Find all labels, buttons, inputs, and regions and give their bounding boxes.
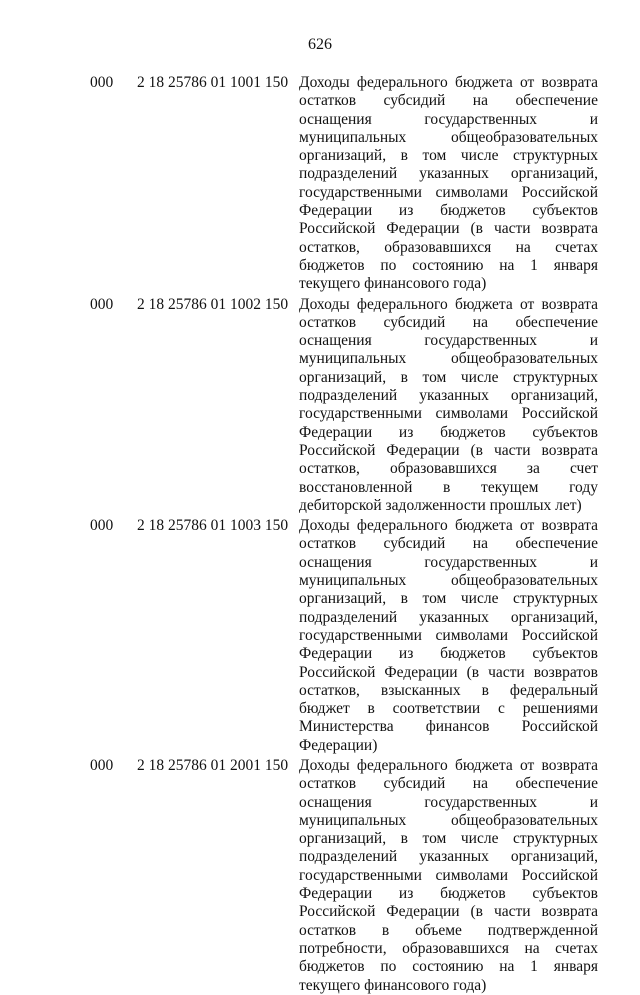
revenue-description: Доходы федерального бюджета от возврата остатков субсидий на обеспечение оснащения государственных и муниципальных общеобразовательных организаций, в том числе структурных подразделений указанных организаций, государственными символами Российской Федерации из бюджетов субъектов Российской Федерации (в части возвратов остатков, взысканных в федеральный бюджет в соответствии с решениями Министерства финансов Российской Федерации) [299,517,598,754]
revenue-description: Доходы федерального бюджета от возврата остатков субсидий на обеспечение оснащения государственных и муниципальных общеобразовательных организаций, в том числе структурных подразделений указанных организаций, государственными символами Российской Федерации из бюджетов субъектов Российской Федерации (в части возврата остатков, образовавшихся за счет восстановленной в текущем году дебиторской задолженности прошлых лет) [299,295,598,514]
administrator-code: 000 [90,517,114,535]
budget-classification-table [0,74,640,995]
budget-classification-code: 2 18 25786 01 1003 150 [137,517,289,535]
budget-classification-code: 2 18 25786 01 1002 150 [137,295,289,313]
table-row [0,296,640,516]
administrator-code: 000 [90,756,114,774]
page-number: 626 [308,36,332,53]
revenue-description: Доходы федерального бюджета от возврата остатков субсидий на обеспечение оснащения государственных и муниципальных общеобразовательных организаций, в том числе структурных подразделений указанных организаций, государственными символами Российской Федерации из бюджетов субъектов Российской Федерации (в части возврата остатков в объеме подтвержденной потребности, образовавшихся на счетах бюджетов по состоянию на 1 января текущего финансового года) [299,756,598,994]
administrator-code: 000 [90,74,114,91]
table-row [0,517,640,755]
budget-classification-code: 2 18 25786 01 1001 150 [137,74,289,91]
budget-classification-code: 2 18 25786 01 2001 150 [137,756,289,774]
revenue-description: Доходы федерального бюджета от возврата остатков субсидий на обеспечение оснащения государственных и муниципальных общеобразовательных организаций, в том числе структурных подразделений указанных организаций, государственными символами Российской Федерации из бюджетов субъектов Российской Федерации (в части возврата остатков, образовавшихся на счетах бюджетов по состоянию на 1 января текущего финансового года) [299,74,598,293]
administrator-code: 000 [90,295,114,313]
table-row [0,74,640,294]
table-row [0,757,640,995]
